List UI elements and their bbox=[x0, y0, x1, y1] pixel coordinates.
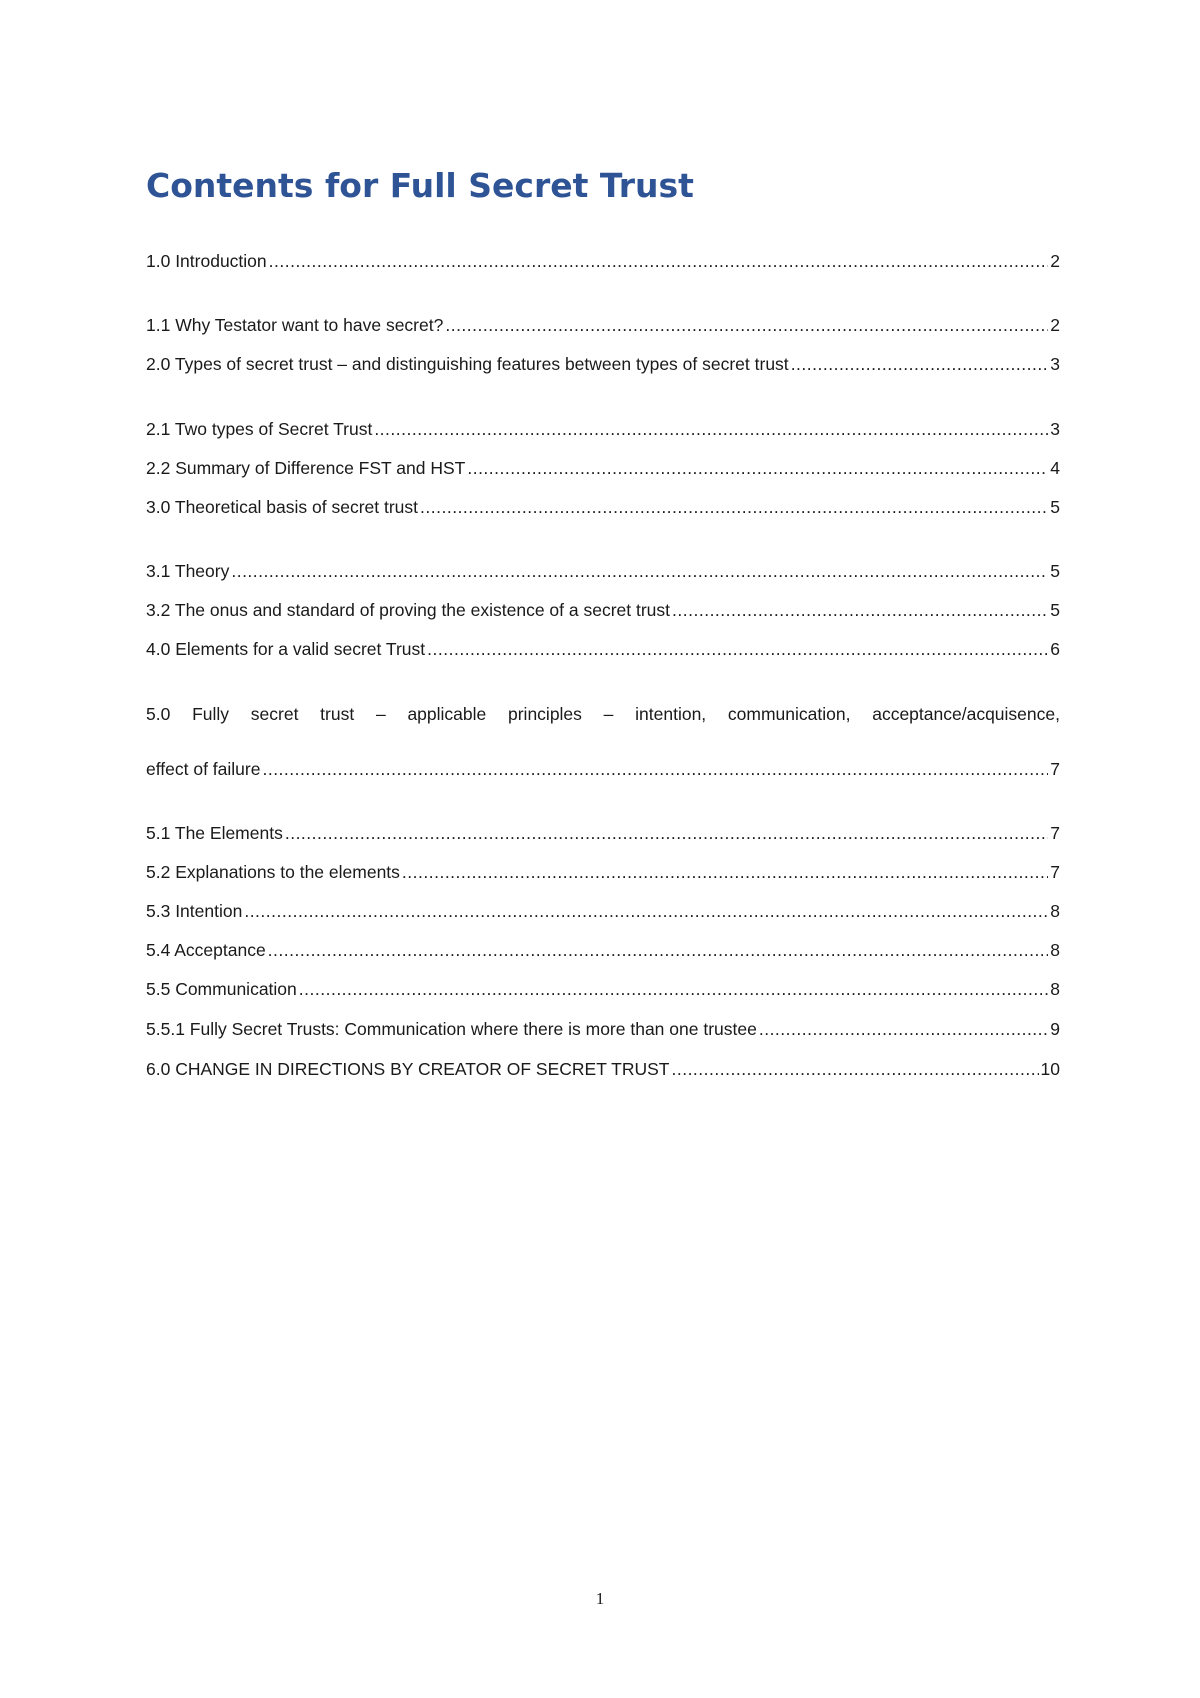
toc-entry-page: 9 bbox=[1050, 1019, 1060, 1039]
toc-entry-theoretical-basis[interactable] bbox=[146, 494, 1060, 520]
toc-entry-page: 8 bbox=[1050, 901, 1060, 921]
toc-entry-label: 5.3 Intention bbox=[146, 901, 243, 921]
dot-leader bbox=[427, 636, 1048, 662]
toc-entry-label: 5.5.1 Fully Secret Trusts: Communication where there is more than one trustee bbox=[146, 1019, 757, 1039]
toc-entry-label: effect of failure bbox=[146, 759, 261, 779]
dot-leader bbox=[467, 455, 1048, 481]
dot-leader bbox=[268, 937, 1049, 963]
toc-entry-label: 4.0 Elements for a valid secret Trust bbox=[146, 639, 426, 659]
dot-leader bbox=[672, 597, 1048, 623]
toc-entry-label: 2.0 Types of secret trust – and distinguishing features between types of secret trust bbox=[146, 354, 789, 374]
toc-entry-the-elements[interactable] bbox=[146, 820, 1060, 846]
dot-leader bbox=[445, 312, 1048, 338]
toc-entry-why-testator[interactable] bbox=[146, 312, 1060, 338]
toc-entry-acceptance[interactable] bbox=[146, 937, 1060, 963]
toc-entry-label: 6.0 CHANGE IN DIRECTIONS BY CREATOR OF SECRET TRUST bbox=[146, 1059, 670, 1079]
dot-leader bbox=[402, 859, 1048, 885]
toc-entry-page: 7 bbox=[1050, 823, 1060, 843]
toc-entry-page: 7 bbox=[1050, 759, 1060, 779]
toc-entry-introduction[interactable] bbox=[146, 248, 1060, 274]
toc-entry-page: 10 bbox=[1040, 1059, 1060, 1079]
toc-entry-label: 1.1 Why Testator want to have secret? bbox=[146, 315, 444, 335]
toc-entry-label: 5.1 The Elements bbox=[146, 823, 283, 843]
toc-entry-page: 7 bbox=[1050, 862, 1060, 882]
toc-entry-label: 2.1 Two types of Secret Trust bbox=[146, 419, 373, 439]
toc-entry-page: 2 bbox=[1050, 251, 1060, 271]
toc-entry-page: 5 bbox=[1050, 497, 1060, 517]
toc-entry-intention[interactable] bbox=[146, 898, 1060, 924]
dot-leader bbox=[285, 820, 1048, 846]
toc-entry-page: 6 bbox=[1050, 639, 1060, 659]
toc-entry-elements-valid-trust[interactable] bbox=[146, 636, 1060, 662]
dot-leader bbox=[791, 351, 1049, 377]
toc-entry-label: 3.2 The onus and standard of proving the existence of a secret trust bbox=[146, 600, 671, 620]
toc-entry-label: 3.0 Theoretical basis of secret trust bbox=[146, 497, 419, 517]
dot-leader bbox=[759, 1016, 1048, 1042]
toc-entry-label: 2.2 Summary of Difference FST and HST bbox=[146, 458, 466, 478]
toc-entry-label: 1.0 Introduction bbox=[146, 251, 267, 271]
dot-leader bbox=[262, 756, 1048, 782]
toc-entry-onus-and-standard[interactable] bbox=[146, 597, 1060, 623]
toc-entry-change-in-directions[interactable] bbox=[146, 1056, 1060, 1082]
toc-entry-fully-secret-trust[interactable] bbox=[146, 756, 1060, 782]
toc-entry-summary-of-difference[interactable] bbox=[146, 455, 1060, 481]
toc-entry-label: 5.2 Explanations to the elements bbox=[146, 862, 400, 882]
dot-leader bbox=[244, 898, 1048, 924]
toc-entry-more-than-one-trustee[interactable] bbox=[146, 1016, 1060, 1042]
toc-entry-label: 3.1 Theory bbox=[146, 561, 230, 581]
dot-leader bbox=[671, 1056, 1038, 1082]
toc-entry-page: 8 bbox=[1050, 940, 1060, 960]
dot-leader bbox=[269, 248, 1049, 274]
dot-leader bbox=[299, 976, 1048, 1002]
toc-entry-fully-secret-trust-line1[interactable]: 5.0 Fully secret trust – applicable principles – intention, communication, acceptance/acquisence, bbox=[146, 704, 1060, 724]
toc-entry-communication[interactable] bbox=[146, 976, 1060, 1002]
toc-entry-page: 4 bbox=[1050, 458, 1060, 478]
toc-entry-page: 2 bbox=[1050, 315, 1060, 335]
toc-entry-two-types[interactable] bbox=[146, 416, 1060, 442]
dot-leader bbox=[231, 558, 1048, 584]
dot-leader bbox=[374, 416, 1048, 442]
toc-entry-label: 5.5 Communication bbox=[146, 979, 297, 999]
toc-entry-page: 3 bbox=[1050, 354, 1060, 374]
toc-entry-types-of-secret-trust[interactable] bbox=[146, 351, 1060, 377]
toc-entry-theory[interactable] bbox=[146, 558, 1060, 584]
toc-entry-label: 5.4 Acceptance bbox=[146, 940, 266, 960]
toc-entry-page: 5 bbox=[1050, 600, 1060, 620]
toc-entry-page: 3 bbox=[1050, 419, 1060, 439]
toc-entry-page: 5 bbox=[1050, 561, 1060, 581]
toc-entry-explanations[interactable] bbox=[146, 859, 1060, 885]
dot-leader bbox=[420, 494, 1048, 520]
toc-entry-page: 8 bbox=[1050, 979, 1060, 999]
toc-title: Contents for Full Secret Trust bbox=[146, 166, 694, 205]
page-number: 1 bbox=[595, 1589, 605, 1608]
